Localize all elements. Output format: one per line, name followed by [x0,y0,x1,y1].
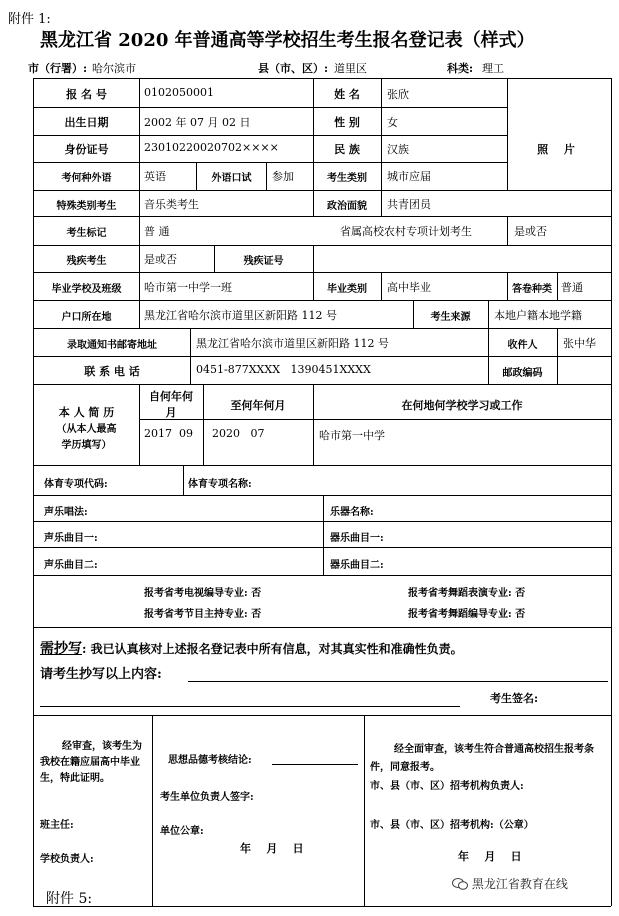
inst-song1-label: 器乐曲目一: [330,533,384,544]
instrument-label: 乐器名称: [330,507,374,518]
vocal-song1-label: 声乐曲目一: [44,533,98,544]
grad-type-value: 高中毕业 [387,281,431,294]
phone-label: 联 系 电 话 [84,365,140,378]
city-value: 哈尔滨市 [92,62,136,75]
rural-label: 省属高校农村专项计划考生 [340,225,472,238]
subject-label: 科类: [447,62,474,75]
recipient-label: 收件人 [507,340,538,351]
class-teacher-label: 班主任: [40,820,74,831]
lang-value: 英语 [144,170,166,183]
paper-label: 答卷种类 [512,284,552,295]
grad-type-label: 毕业类别 [327,284,367,295]
declaration-line [40,638,463,658]
political-value: 共青团员 [387,198,431,211]
source-value: 本地户籍本地学籍 [494,309,582,322]
school-value: 哈市第一中学一班 [144,281,232,294]
page-title: 黑龙江省 2020 年普通高等学校招生考生报名登记表（样式） [40,30,535,51]
to-header: 至何年何月 [230,399,286,412]
resume-from: 2017 09 [144,427,193,440]
from-header-2: 月 [165,406,177,419]
dance-edit-option: 报考省考舞蹈编导专业: 否 [408,609,526,620]
copy-line-2 [40,706,460,707]
disabled-value: 是或否 [144,253,177,266]
lang-label: 考何种外语 [61,173,112,184]
from-header-1: 自何年何 [149,390,193,403]
political-label: 政治面貌 [327,201,367,212]
birth-value: 2002 年 07 月 02 日 [144,116,251,129]
resume-label-2: （从本人最高 [56,424,117,435]
birth-label: 出生日期 [64,116,109,129]
special-value: 音乐类考生 [144,198,199,211]
gender-value: 女 [387,116,398,129]
resume-to: 2020 07 [212,427,265,440]
disabled-label: 残疾考生 [66,256,107,267]
ethnic-label: 民 族 [334,143,360,156]
address-label: 录取通知书邮寄地址 [67,340,157,351]
phone-value: 0451-877XXXX 1390451XXXX [196,363,371,376]
subject-value: 理工 [482,62,504,75]
office-date: 年 月 日 [458,850,522,863]
attachment-label: 附件 1: [8,12,51,27]
reg-no-label: 报 名 号 [66,88,107,101]
copy-text: : 我已认真核对上述报名登记表中所有信息，对其真实性和准确性负责。 [82,642,463,656]
source-label: 考生来源 [430,312,471,323]
county-value: 道里区 [334,62,367,75]
name-label: 姓 名 [334,88,360,101]
hukou-label: 户口所在地 [61,312,112,323]
oral-label: 外语口试 [211,173,252,184]
special-label: 特殊类别考生 [56,201,117,212]
unit-date: 年 月 日 [240,842,304,855]
postcode-label: 邮政编码 [502,368,543,379]
mark-label: 考生标记 [66,228,107,239]
hukou-value: 黑龙江省哈尔滨市道里区新阳路 112 号 [144,309,337,322]
id-value: 23010220020702×××× [144,141,279,154]
attachment-5-label: 附件 5: [46,891,93,907]
copy-instruction: 请考生抄写以上内容: [40,667,162,682]
unit-sign-label: 考生单位负责人签字: [160,792,254,803]
copy-line-1 [188,681,608,682]
id-label: 身份证号 [64,143,109,156]
mark-value: 普 通 [144,225,170,238]
paper-value: 普通 [561,281,583,294]
ethnic-value: 汉族 [387,143,409,156]
school-certify-text: 经审查，该考生为我校在籍应届高中毕业生，特此证明。 [40,741,142,784]
rural-value: 是或否 [514,225,547,238]
vocal-label: 声乐唱法: [44,507,88,518]
dance-perf-option: 报考省考舞蹈表演专业: 否 [408,588,526,599]
place-header: 在何地何学校学习或工作 [401,399,523,412]
office-head-label: 市、县（市、区）招考机构负责人: [370,781,524,792]
moral-line [272,764,358,765]
copy-label: 需抄写 [40,641,82,657]
vocal-song2-label: 声乐曲目二: [44,560,98,571]
sport-code-label: 体育专项代码: [44,479,108,490]
resume-label-3: 学历填写） [61,440,112,451]
cat-label: 考生类别 [327,173,367,184]
school-label: 毕业学校及班级 [51,284,122,295]
signature-label: 考生签名: [490,692,539,705]
school-head-label: 学校负责人: [40,854,94,865]
moral-label: 思想品德考核结论: [168,755,252,766]
host-option: 报考省考节目主持专业: 否 [144,609,262,620]
name-value: 张欣 [387,88,409,101]
cat-value: 城市应届 [387,170,431,183]
watermark-text: 黑龙江省教育在线 [471,877,568,891]
gender-label: 性 别 [334,116,360,129]
unit-seal-label: 单位公章: [160,826,204,837]
county-label: 县（市、区）: [258,62,329,75]
watermark [452,875,568,892]
address-value: 黑龙江省哈尔滨市道里区新阳路 112 号 [196,337,389,350]
disabled-cert-label: 残疾证号 [243,256,284,267]
reg-no-value: 0102050001 [144,86,214,99]
wechat-icon [452,878,468,890]
tv-edit-option: 报考省考电视编导专业: 否 [144,588,262,599]
oral-value: 参加 [272,170,294,183]
photo-label: 照 片 [537,143,581,156]
inst-song2-label: 器乐曲目二: [330,560,384,571]
resume-label-1: 本 人 简 历 [58,406,115,419]
review-text: 经全面审查，该考生符合普通高校招生报考条件，同意报考。 [370,744,594,773]
sport-name-label: 体育专项名称: [188,479,252,490]
city-label: 市（行署）: [28,62,88,75]
resume-place: 哈市第一中学 [319,429,385,442]
recipient-value: 张中华 [563,337,596,350]
office-seal-label: 市、县（市、区）招考机构:（公章） [370,820,534,831]
